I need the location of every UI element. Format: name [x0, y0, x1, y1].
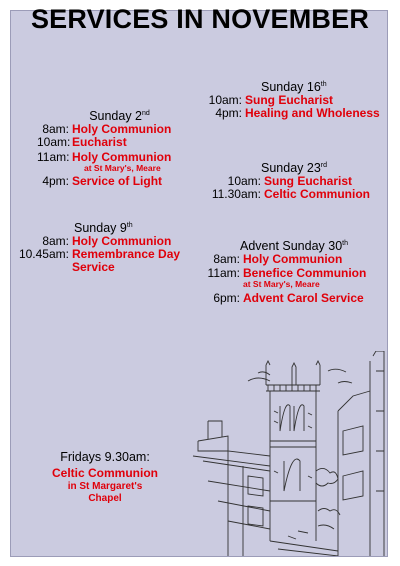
- service-time: 10.45am:: [18, 247, 69, 261]
- sunday-30-block: [206, 237, 390, 305]
- service-name: Holy Communion: [72, 150, 172, 164]
- service-name: Holy Communion: [72, 122, 172, 136]
- sunday-30-suffix: th: [342, 240, 349, 247]
- sunday-9-day: Sunday 9: [74, 221, 127, 235]
- sunday-9-heading: [18, 219, 198, 235]
- sunday-23-block: [210, 159, 390, 201]
- service-row: [18, 261, 198, 274]
- sunday-2-suffix: nd: [142, 110, 150, 117]
- sunday-30-heading: [206, 237, 390, 253]
- sunday-2-block: [37, 107, 202, 188]
- service-name: Healing and Wholeness: [245, 106, 380, 120]
- service-name: Remembrance Day: [72, 247, 181, 261]
- service-name: Benefice Communion: [243, 266, 367, 280]
- service-location-note: in St Margaret's: [67, 481, 143, 492]
- service-time: 10am:: [208, 93, 242, 107]
- sunday-16-heading: [206, 78, 386, 94]
- church-tower-sketch-icon: [188, 351, 388, 556]
- sunday-16-block: [206, 78, 386, 120]
- service-time: 8am:: [42, 234, 69, 248]
- service-location-note: at St Mary's, Meare: [84, 163, 161, 173]
- service-time: 11am:: [37, 150, 70, 164]
- sunday-16-suffix: th: [320, 81, 327, 88]
- service-name: Sung Eucharist: [245, 93, 334, 107]
- fridays-heading: Fridays 9.30am:: [60, 450, 150, 464]
- service-name: Service of Light: [72, 174, 163, 188]
- service-time: 4pm:: [215, 106, 242, 120]
- service-row: [206, 253, 390, 266]
- sunday-23-suffix: rd: [320, 162, 328, 169]
- service-name-continued: Service: [72, 260, 115, 274]
- service-location-note: at St Mary's, Meare: [243, 279, 320, 289]
- service-time: 4pm:: [42, 174, 69, 188]
- service-time: 6pm:: [213, 291, 240, 305]
- service-row: [206, 107, 386, 120]
- sunday-30-day: Advent Sunday 30: [240, 239, 343, 253]
- service-row: [37, 175, 202, 188]
- service-time: 10am:: [37, 135, 71, 149]
- service-location-note: Chapel: [88, 493, 122, 504]
- service-row: [210, 188, 390, 201]
- sunday-23-heading: [210, 159, 390, 175]
- sunday-2-day: Sunday 2: [89, 109, 143, 123]
- sunday-2-heading: [37, 107, 202, 123]
- service-time: 8am:: [213, 252, 240, 266]
- sunday-16-day: Sunday 16: [261, 80, 321, 94]
- sunday-9-block: [18, 219, 198, 274]
- service-name: Celtic Communion: [264, 187, 371, 201]
- service-name: Holy Communion: [72, 234, 172, 248]
- fridays-block: [35, 450, 175, 505]
- service-time: 11.30am:: [211, 187, 261, 201]
- sunday-23-day: Sunday 23: [261, 161, 321, 175]
- service-time: 11am:: [207, 266, 240, 280]
- sunday-9-suffix: th: [126, 222, 133, 229]
- service-name: Holy Communion: [243, 252, 343, 266]
- service-time: 8am:: [42, 122, 69, 136]
- service-row: [206, 292, 390, 305]
- service-name: Sung Eucharist: [264, 174, 353, 188]
- page-title: SERVICES IN NOVEMBER: [30, 4, 370, 34]
- service-name: Advent Carol Service: [243, 291, 364, 305]
- service-time: 10am:: [227, 174, 261, 188]
- service-name: Celtic Communion: [51, 466, 158, 480]
- service-row: [37, 136, 202, 149]
- service-name: Eucharist: [72, 135, 127, 149]
